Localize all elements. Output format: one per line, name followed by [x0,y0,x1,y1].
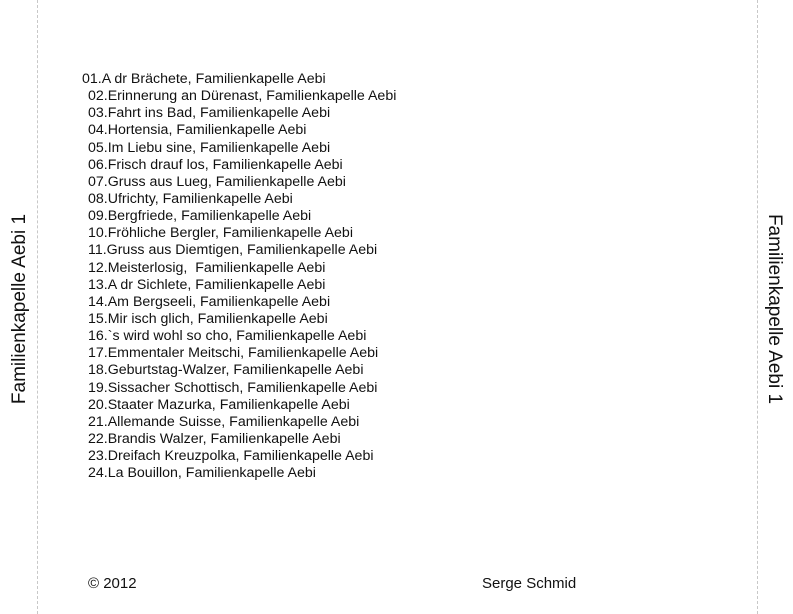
track-item: 13.A dr Sichlete, Familienkapelle Aebi [88,276,326,293]
track-item: 02.Erinnerung an Dürenast, Familienkapelle Aebi [88,88,397,105]
track-item: 08.Ufrichty, Familienkapelle Aebi [88,190,293,207]
track-item: 14.Am Bergseeli, Familienkapelle Aebi [88,293,331,310]
left-spine-title: Familienkapelle Aebi 1 [9,213,30,405]
track-list [82,71,396,482]
left-spine-fold-line [37,0,38,614]
track-item: 23.Dreifach Kreuzpolka, Familienkapelle Aebi [88,448,374,465]
track-item: 16.`s wird wohl so cho, Familienkapelle Aebi [88,328,367,345]
right-spine-title: Familienkapelle Aebi 1 [764,213,785,405]
track-item: 11.Gruss aus Diemtigen, Familienkapelle Aebi [88,242,378,259]
track-item: 03.Fahrt ins Bad, Familienkapelle Aebi [88,105,331,122]
track-item: 24.La Bouillon, Familienkapelle Aebi [88,465,316,482]
track-item: 01.A dr Brächete, Familienkapelle Aebi [82,71,326,87]
track-item: 20.Staater Mazurka, Familienkapelle Aebi [88,396,350,413]
track-item: 12.Meisterlosig, Familienkapelle Aebi [88,259,326,276]
track-item: 07.Gruss aus Lueg, Familienkapelle Aebi [88,173,346,190]
track-item: 09.Bergfriede, Familienkapelle Aebi [88,208,312,225]
author-name: Serge Schmid [482,575,577,592]
track-item: 06.Frisch drauf los, Familienkapelle Aebi [88,156,343,173]
track-item: 19.Sissacher Schottisch, Familienkapelle Aebi [88,379,378,396]
track-item: 22.Brandis Walzer, Familienkapelle Aebi [88,430,341,447]
track-item: 04.Hortensia, Familienkapelle Aebi [88,122,307,139]
track-item: 10.Fröhliche Bergler, Familienkapelle Aebi [88,225,353,242]
track-item: 18.Geburtstag-Walzer, Familienkapelle Aebi [88,362,364,379]
copyright-notice: © 2012 [88,575,137,592]
right-spine-fold-line [757,0,758,614]
track-item: 15.Mir isch glich, Familienkapelle Aebi [88,310,328,327]
track-item: 17.Emmentaler Meitschi, Familienkapelle Aebi [88,345,379,362]
track-item: 21.Allemande Suisse, Familienkapelle Aebi [88,413,360,430]
track-item: 05.Im Liebu sine, Familienkapelle Aebi [88,139,331,156]
